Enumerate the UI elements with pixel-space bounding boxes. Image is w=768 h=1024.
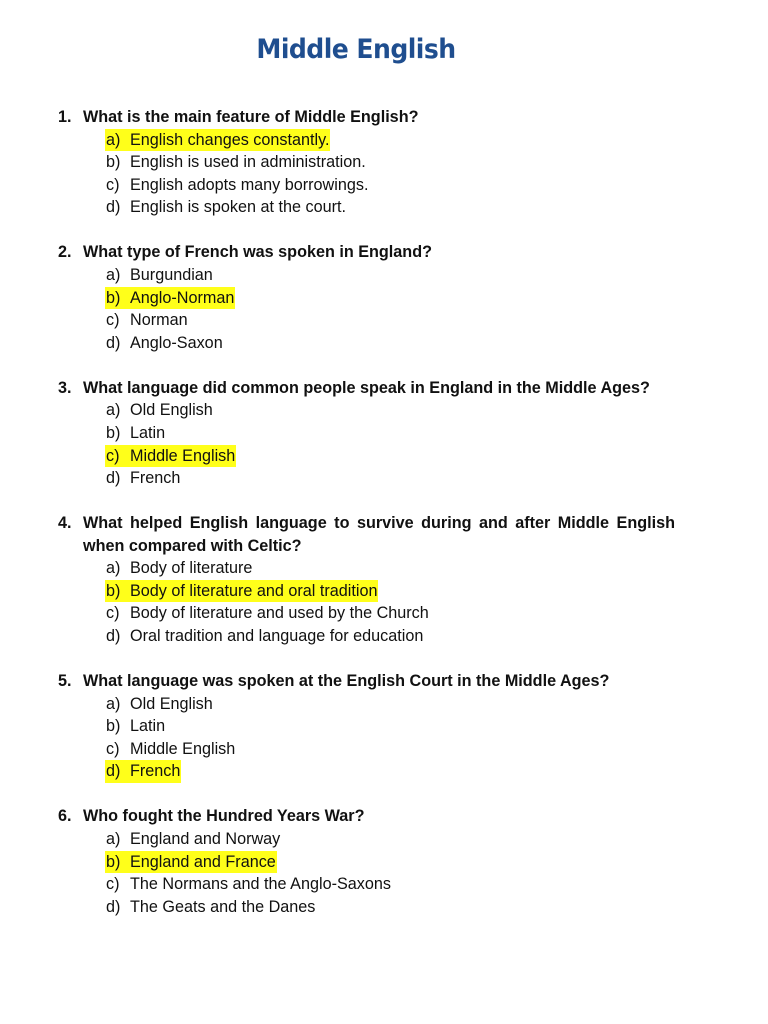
question-number: 3.: [58, 378, 72, 397]
question-text: What is the main feature of Middle English?: [83, 108, 419, 126]
answer-option: [58, 828, 675, 851]
question-text: What helped English language to survive during and after Middle English when compared with Celtic?: [83, 514, 675, 555]
question-text: What type of French was spoken in England?: [83, 243, 432, 262]
option-text: Burgundian: [130, 265, 213, 284]
option-text: Middle English: [130, 739, 236, 758]
option-letter: d): [106, 469, 121, 488]
question-3: [58, 377, 675, 490]
answer-option: [58, 422, 675, 445]
answer-option: [58, 196, 675, 219]
answer-option: [58, 557, 675, 580]
option-letter: c): [106, 604, 120, 623]
option-letter: b): [106, 852, 121, 871]
answer-option: [58, 738, 675, 761]
answer-option: [58, 287, 675, 310]
answer-option: [58, 129, 675, 152]
option-letter: a): [106, 265, 121, 284]
question-number: 1.: [58, 108, 72, 126]
option-letter: d): [106, 333, 121, 352]
answer-option: [58, 873, 675, 896]
option-text: Body of literature and used by the Church: [130, 604, 429, 623]
option-letter: a): [106, 401, 121, 420]
option-letter: d): [106, 897, 121, 916]
option-text: Middle English: [130, 446, 236, 465]
quiz-list: [58, 106, 675, 941]
question-number: 4.: [58, 514, 72, 533]
option-text: Body of literature: [130, 559, 253, 578]
option-text: England and Norway: [130, 829, 281, 848]
option-letter: c): [106, 875, 120, 894]
option-text: Anglo-Saxon: [130, 333, 223, 352]
answer-options: [58, 129, 675, 219]
answer-option: [58, 445, 675, 468]
answer-options: [58, 693, 675, 783]
question-2: [58, 241, 675, 354]
answer-option: [58, 851, 675, 874]
option-letter: b): [106, 153, 121, 172]
option-letter: d): [106, 198, 121, 217]
question-number: 2.: [58, 243, 72, 262]
option-letter: b): [106, 423, 121, 442]
question-text: What language did common people speak in England in the Middle Ages?: [83, 378, 650, 397]
option-text: Oral tradition and language for education: [130, 627, 424, 646]
answer-option: [58, 760, 675, 783]
option-letter: d): [106, 627, 121, 646]
option-text: Norman: [130, 311, 188, 330]
option-letter: a): [106, 559, 121, 578]
answer-option: [58, 602, 675, 625]
answer-option: [58, 715, 675, 738]
option-text: English is spoken at the court.: [130, 198, 346, 217]
option-letter: b): [106, 581, 121, 600]
option-text: French: [130, 469, 181, 488]
option-text: Latin: [130, 423, 166, 442]
option-letter: a): [106, 694, 121, 713]
option-letter: b): [106, 717, 121, 736]
answer-option: [58, 264, 675, 287]
question-text: What language was spoken at the English Court in the Middle Ages?: [83, 672, 610, 691]
option-text: Old English: [130, 694, 213, 713]
question-1: [58, 106, 675, 219]
question-4: [58, 512, 675, 648]
answer-option: [58, 174, 675, 197]
option-text: Latin: [130, 717, 166, 736]
answer-option: [58, 151, 675, 174]
answer-option: [58, 309, 675, 332]
answer-options: [58, 264, 675, 354]
option-text: The Normans and the Anglo-Saxons: [130, 875, 391, 894]
page-title: Middle English: [256, 34, 456, 65]
question-text: Who fought the Hundred Years War?: [83, 807, 365, 826]
option-letter: c): [106, 739, 120, 758]
option-text: French: [130, 762, 181, 781]
option-text: English adopts many borrowings.: [130, 175, 369, 194]
question-6: [58, 805, 675, 918]
option-text: Anglo-Norman: [130, 288, 235, 307]
option-letter: b): [106, 288, 121, 307]
option-letter: a): [106, 130, 121, 149]
option-text: English changes constantly.: [130, 130, 330, 149]
answer-option: [58, 332, 675, 355]
question-number: 6.: [58, 807, 72, 826]
answer-option: [58, 693, 675, 716]
answer-options: [58, 399, 675, 489]
option-text: English is used in administration.: [130, 153, 366, 172]
option-letter: d): [106, 762, 121, 781]
answer-option: [58, 467, 675, 490]
option-letter: c): [106, 446, 120, 465]
answer-options: [58, 557, 675, 647]
option-letter: c): [106, 311, 120, 330]
option-text: Body of literature and oral tradition: [130, 581, 378, 600]
answer-option: [58, 896, 675, 919]
option-letter: c): [106, 175, 120, 194]
answer-option: [58, 399, 675, 422]
question-number: 5.: [58, 672, 72, 691]
option-text: Old English: [130, 401, 213, 420]
answer-option: [58, 580, 675, 603]
option-text: The Geats and the Danes: [130, 897, 316, 916]
answer-options: [58, 828, 675, 918]
question-5: [58, 670, 675, 783]
answer-option: [58, 625, 675, 648]
option-text: England and France: [130, 852, 276, 871]
option-letter: a): [106, 829, 121, 848]
